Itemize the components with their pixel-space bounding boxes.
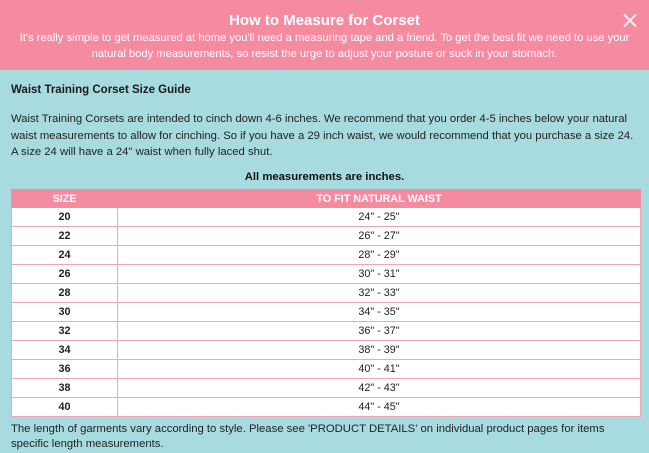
size-table: [11, 189, 641, 417]
waist-column-header: TO FIT NATURAL WAIST: [118, 190, 641, 208]
size-cell: 22: [12, 227, 118, 246]
table-row: [12, 322, 641, 341]
table-row: [12, 246, 641, 265]
size-column-header: SIZE: [12, 190, 118, 208]
table-row: [12, 284, 641, 303]
size-cell: 24: [12, 246, 118, 265]
table-row: [12, 227, 641, 246]
table-row: [12, 379, 641, 398]
waist-cell: 42" - 43": [118, 379, 641, 398]
measurement-note: All measurements are inches.: [244, 171, 405, 183]
table-row: [12, 360, 641, 379]
size-cell: 38: [12, 379, 118, 398]
table-row: [12, 341, 641, 360]
guide-intro: Waist Training Corsets are intended to cinch down 4-6 inches. We recommend that you order 4-5 inches below your natural waist measurements to allow for cinching. So if you have a 29 inch waist, we would recommend that you purchase a size 24. A size 24 will have a 24" waist when fully laced shut.: [11, 113, 634, 158]
table-header-row: [12, 190, 641, 208]
waist-cell: 26" - 27": [118, 227, 641, 246]
size-cell: 28: [12, 284, 118, 303]
waist-cell: 32" - 33": [118, 284, 641, 303]
table-row: [12, 208, 641, 227]
waist-cell: 44" - 45": [118, 398, 641, 417]
waist-cell: 40" - 41": [118, 360, 641, 379]
size-cell: 26: [12, 265, 118, 284]
measure-banner: [0, 0, 649, 70]
waist-cell: 34" - 35": [118, 303, 641, 322]
waist-cell: 36" - 37": [118, 322, 641, 341]
table-row: [12, 398, 641, 417]
size-cell: 20: [12, 208, 118, 227]
waist-cell: 24" - 25": [118, 208, 641, 227]
size-cell: 36: [12, 360, 118, 379]
waist-cell: 30" - 31": [118, 265, 641, 284]
size-cell: 40: [12, 398, 118, 417]
table-row: [12, 265, 641, 284]
size-cell: 34: [12, 341, 118, 360]
size-cell: 30: [12, 303, 118, 322]
banner-title: How to Measure for Corset: [229, 12, 420, 29]
waist-cell: 38" - 39": [118, 341, 641, 360]
close-icon[interactable]: [622, 12, 638, 28]
waist-cell: 28" - 29": [118, 246, 641, 265]
guide-title: Waist Training Corset Size Guide: [11, 84, 191, 96]
table-row: [12, 303, 641, 322]
size-cell: 32: [12, 322, 118, 341]
length-footnote: The length of garments vary according to style. Please see 'PRODUCT DETAILS' on individual product pages for items specific length measurements.: [11, 423, 605, 450]
banner-text: It's really simple to get measured at home you'll need a measuring tape and a friend. To get the best fit we need to use your natural body measurements, so resist the urge to adjust your posture or suck in your stomach.: [19, 32, 630, 60]
